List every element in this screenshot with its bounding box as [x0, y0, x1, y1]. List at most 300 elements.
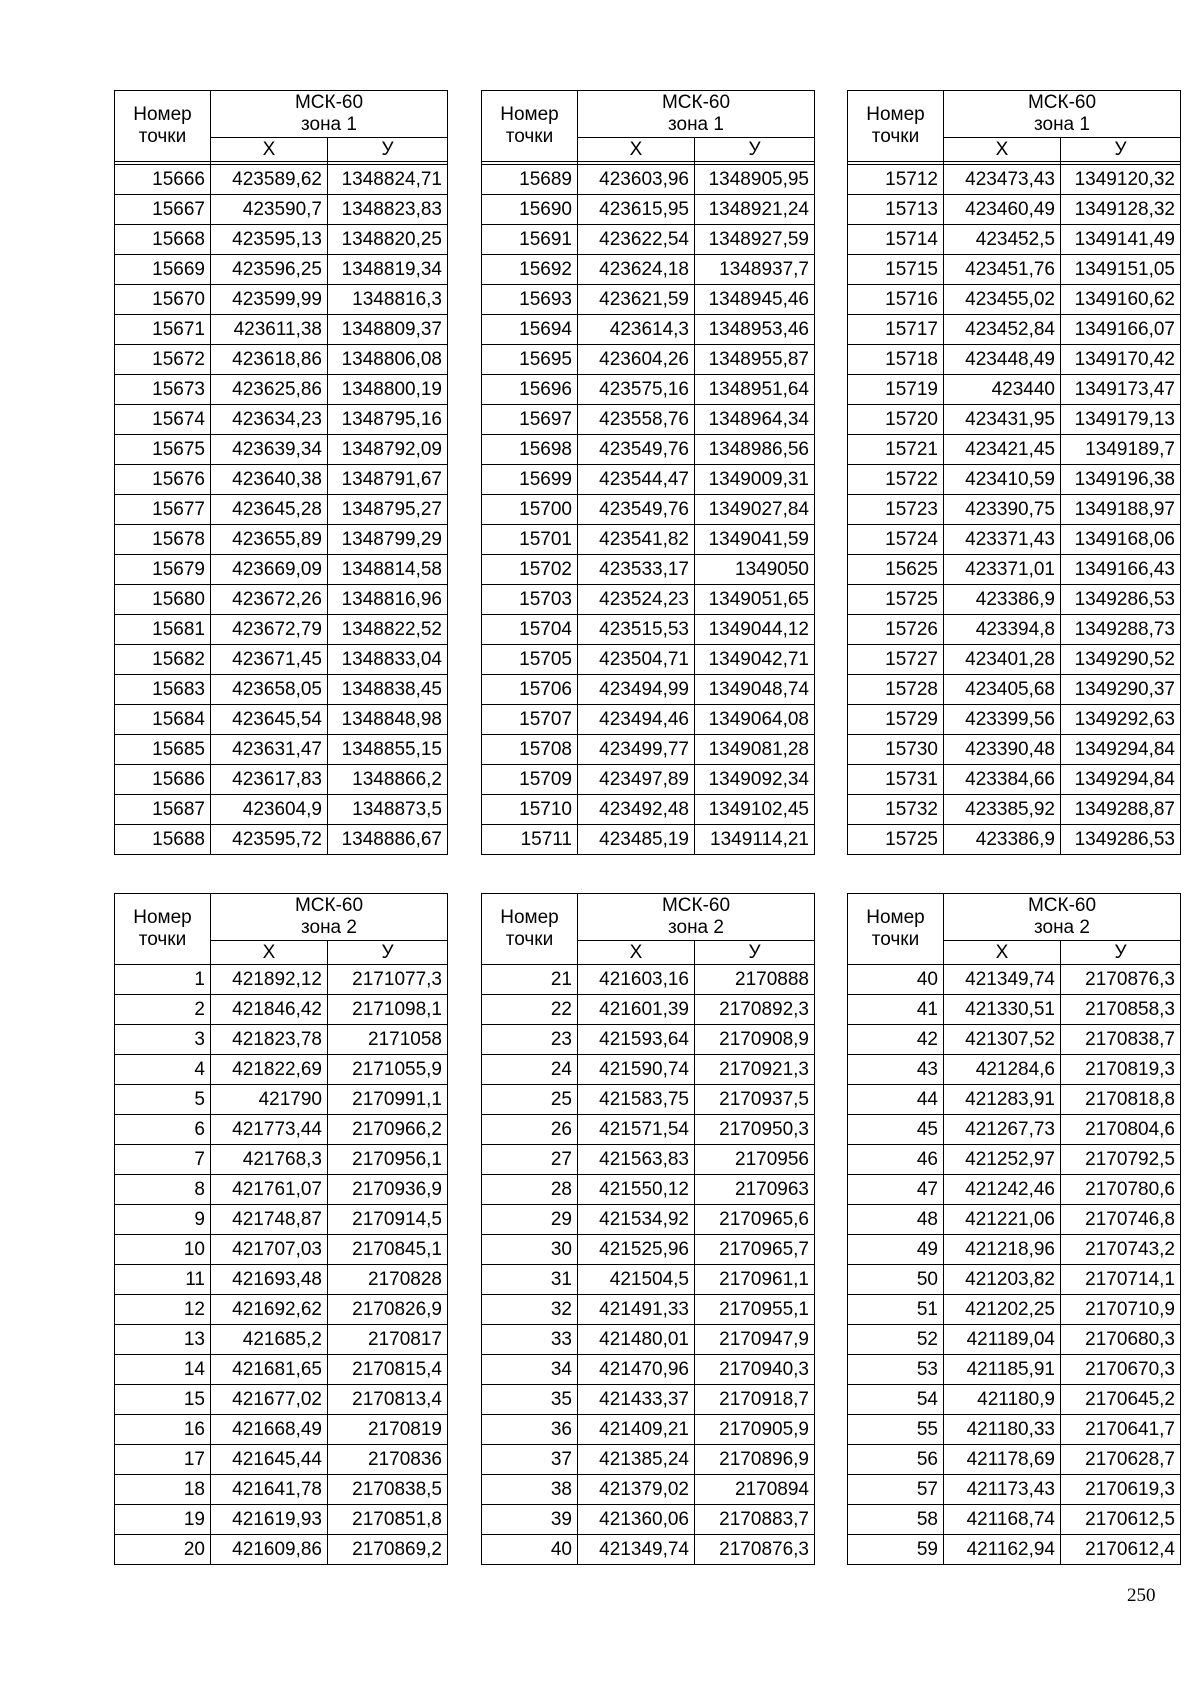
- y-value: 2170680,3: [1061, 1325, 1181, 1355]
- x-value: 421284,6: [944, 1055, 1061, 1085]
- table-row: [482, 345, 815, 375]
- y-value: 2170641,7: [1061, 1415, 1181, 1445]
- point-number: 15670: [115, 285, 211, 315]
- x-value: 423401,28: [944, 645, 1061, 675]
- x-value: 423448,49: [944, 345, 1061, 375]
- table-row: [848, 1085, 1181, 1115]
- x-value: 421761,07: [211, 1175, 328, 1205]
- y-value: 1349166,43: [1061, 555, 1181, 585]
- y-value: 1349286,53: [1061, 585, 1181, 615]
- table-row: [115, 165, 448, 195]
- y-value: 1349048,74: [695, 675, 815, 705]
- y-value: 1349027,84: [695, 495, 815, 525]
- table-row: [482, 165, 815, 195]
- point-number: 26: [482, 1115, 578, 1145]
- point-number: 15709: [482, 765, 578, 795]
- table-row: [848, 995, 1181, 1025]
- y-value: 2170888: [695, 965, 815, 995]
- table-row: [115, 995, 448, 1025]
- point-number: 15690: [482, 195, 578, 225]
- x-value: 421645,44: [211, 1445, 328, 1475]
- x-value: 423621,59: [578, 285, 695, 315]
- x-value: 423494,99: [578, 675, 695, 705]
- x-value: 423669,09: [211, 555, 328, 585]
- y-header: У: [1061, 138, 1181, 162]
- table-row: [848, 1355, 1181, 1385]
- page-number: 250: [1127, 1585, 1156, 1606]
- table-row: [848, 1475, 1181, 1505]
- table-row: [848, 1265, 1181, 1295]
- table-row: [115, 1445, 448, 1475]
- point-number: 15693: [482, 285, 578, 315]
- y-value: 2171058: [328, 1025, 448, 1055]
- table-row: [482, 1535, 815, 1565]
- point-number: 15730: [848, 735, 944, 765]
- table-row: [482, 1055, 815, 1085]
- point-number: 53: [848, 1355, 944, 1385]
- point-number: 10: [115, 1235, 211, 1265]
- y-value: 1348838,45: [328, 675, 448, 705]
- table-row: [115, 1205, 448, 1235]
- x-value: 423394,8: [944, 615, 1061, 645]
- table-row: [115, 1295, 448, 1325]
- y-value: 2170628,7: [1061, 1445, 1181, 1475]
- point-number: 15685: [115, 735, 211, 765]
- point-number: 28: [482, 1175, 578, 1205]
- x-value: 423618,86: [211, 345, 328, 375]
- x-header: Х: [211, 941, 328, 965]
- y-value: 1348937,7: [695, 255, 815, 285]
- point-number: 15721: [848, 435, 944, 465]
- table-row: [848, 315, 1181, 345]
- x-value: 423515,53: [578, 615, 695, 645]
- y-value: 2170876,3: [695, 1535, 815, 1565]
- point-number: 15695: [482, 345, 578, 375]
- x-value: 423645,28: [211, 495, 328, 525]
- point-number: 15681: [115, 615, 211, 645]
- y-value: 1348848,98: [328, 705, 448, 735]
- table-row: [482, 1325, 815, 1355]
- table-row: [482, 795, 815, 825]
- table-row: [848, 1325, 1181, 1355]
- x-value: 423451,76: [944, 255, 1061, 285]
- y-value: 1348814,58: [328, 555, 448, 585]
- y-value: 2170955,1: [695, 1295, 815, 1325]
- y-value: 1348823,83: [328, 195, 448, 225]
- y-value: 1348905,95: [695, 165, 815, 195]
- table-row: [848, 495, 1181, 525]
- point-number: 38: [482, 1475, 578, 1505]
- x-value: 423386,9: [944, 585, 1061, 615]
- y-value: 1349128,32: [1061, 195, 1181, 225]
- x-value: 423640,38: [211, 465, 328, 495]
- x-value: 421409,21: [578, 1415, 695, 1445]
- point-number: 11: [115, 1265, 211, 1295]
- y-value: 2170619,3: [1061, 1475, 1181, 1505]
- coordinate-system-header: МСК-60 зона 2: [578, 894, 815, 941]
- y-value: 1349288,87: [1061, 795, 1181, 825]
- point-number: 15667: [115, 195, 211, 225]
- table-row: [115, 965, 448, 995]
- y-value: 1348855,15: [328, 735, 448, 765]
- x-value: 423390,48: [944, 735, 1061, 765]
- table-row: [848, 1295, 1181, 1325]
- x-value: 421360,06: [578, 1505, 695, 1535]
- table-row: [482, 965, 815, 995]
- table-row: [848, 285, 1181, 315]
- table-row: [482, 1235, 815, 1265]
- table-row: [482, 1355, 815, 1385]
- y-value: 1349041,59: [695, 525, 815, 555]
- point-number: 21: [482, 965, 578, 995]
- y-value: 1348953,46: [695, 315, 815, 345]
- y-value: 1348886,67: [328, 825, 448, 855]
- y-value: 2170876,3: [1061, 965, 1181, 995]
- y-value: 1349160,62: [1061, 285, 1181, 315]
- x-value: 423625,86: [211, 375, 328, 405]
- x-value: 423390,75: [944, 495, 1061, 525]
- point-number-header: Номер точки: [848, 91, 944, 162]
- table-row: [482, 675, 815, 705]
- point-number: 23: [482, 1025, 578, 1055]
- table-row: [848, 375, 1181, 405]
- point-number: 31: [482, 1265, 578, 1295]
- point-number: 15686: [115, 765, 211, 795]
- point-number: 15684: [115, 705, 211, 735]
- x-value: 423599,99: [211, 285, 328, 315]
- table-row: [848, 765, 1181, 795]
- table-row: [115, 555, 448, 585]
- point-number: 15697: [482, 405, 578, 435]
- table-row: [848, 1235, 1181, 1265]
- point-number-header: Номер точки: [482, 894, 578, 965]
- y-value: 2170908,9: [695, 1025, 815, 1055]
- y-value: 2170612,4: [1061, 1535, 1181, 1565]
- point-number: 15720: [848, 405, 944, 435]
- y-value: 1349168,06: [1061, 525, 1181, 555]
- point-number: 54: [848, 1385, 944, 1415]
- x-value: 423494,46: [578, 705, 695, 735]
- table-row: [115, 1145, 448, 1175]
- point-number: 15689: [482, 165, 578, 195]
- point-number: 15625: [848, 555, 944, 585]
- table-row: [482, 1415, 815, 1445]
- point-number: 55: [848, 1415, 944, 1445]
- x-value: 421504,5: [578, 1265, 695, 1295]
- point-number: 15700: [482, 495, 578, 525]
- y-value: 1349044,12: [695, 615, 815, 645]
- point-number-header: Номер точки: [848, 894, 944, 965]
- x-value: 423460,49: [944, 195, 1061, 225]
- point-number: 15717: [848, 315, 944, 345]
- x-value: 421641,78: [211, 1475, 328, 1505]
- point-number: 19: [115, 1505, 211, 1535]
- x-value: 421283,91: [944, 1085, 1061, 1115]
- point-number: 40: [482, 1535, 578, 1565]
- x-value: 421525,96: [578, 1235, 695, 1265]
- x-value: 421218,96: [944, 1235, 1061, 1265]
- x-value: 423544,47: [578, 465, 695, 495]
- point-number: 58: [848, 1505, 944, 1535]
- point-number: 12: [115, 1295, 211, 1325]
- table-row: [482, 1445, 815, 1475]
- table-row: [115, 1325, 448, 1355]
- x-value: 421385,24: [578, 1445, 695, 1475]
- point-number: 46: [848, 1145, 944, 1175]
- point-number: 15699: [482, 465, 578, 495]
- point-number: 15727: [848, 645, 944, 675]
- x-value: 421433,37: [578, 1385, 695, 1415]
- coord-table: [847, 893, 1181, 1565]
- point-number: 15687: [115, 795, 211, 825]
- coordinate-system-header: МСК-60 зона 1: [578, 91, 815, 138]
- x-value: 421307,52: [944, 1025, 1061, 1055]
- point-number: 7: [115, 1145, 211, 1175]
- coord-table: [114, 90, 448, 855]
- x-value: 421822,69: [211, 1055, 328, 1085]
- y-header: У: [695, 941, 815, 965]
- y-value: 1349064,08: [695, 705, 815, 735]
- y-value: 2170612,5: [1061, 1505, 1181, 1535]
- table-row: [115, 1085, 448, 1115]
- y-value: 1348791,67: [328, 465, 448, 495]
- point-number: 15729: [848, 705, 944, 735]
- point-number: 32: [482, 1295, 578, 1325]
- table-row: [848, 1505, 1181, 1535]
- x-value: 423371,01: [944, 555, 1061, 585]
- x-header: Х: [578, 138, 695, 162]
- x-value: 423672,26: [211, 585, 328, 615]
- point-number: 36: [482, 1415, 578, 1445]
- y-value: 1348822,52: [328, 615, 448, 645]
- x-value: 423549,76: [578, 435, 695, 465]
- table-row: [482, 525, 815, 555]
- table-row: [848, 1055, 1181, 1085]
- y-value: 2170819,3: [1061, 1055, 1181, 1085]
- y-value: 1348795,16: [328, 405, 448, 435]
- x-value: 421583,75: [578, 1085, 695, 1115]
- point-number: 50: [848, 1265, 944, 1295]
- y-value: 1348986,56: [695, 435, 815, 465]
- y-value: 1348873,5: [328, 795, 448, 825]
- x-value: 423405,68: [944, 675, 1061, 705]
- table-row: [848, 965, 1181, 995]
- point-number-header: Номер точки: [115, 894, 211, 965]
- x-value: 421242,46: [944, 1175, 1061, 1205]
- x-value: 421790: [211, 1085, 328, 1115]
- point-number: 13: [115, 1325, 211, 1355]
- table-row: [115, 825, 448, 855]
- point-number: 6: [115, 1115, 211, 1145]
- point-number: 15732: [848, 795, 944, 825]
- x-value: 421168,74: [944, 1505, 1061, 1535]
- x-value: 423399,56: [944, 705, 1061, 735]
- point-number: 15712: [848, 165, 944, 195]
- x-value: 421681,65: [211, 1355, 328, 1385]
- point-number: 15704: [482, 615, 578, 645]
- x-value: 423497,89: [578, 765, 695, 795]
- x-value: 423421,45: [944, 435, 1061, 465]
- point-number: 14: [115, 1355, 211, 1385]
- x-value: 423558,76: [578, 405, 695, 435]
- table-row: [482, 435, 815, 465]
- y-value: 2170826,9: [328, 1295, 448, 1325]
- point-number: 43: [848, 1055, 944, 1085]
- y-value: 2170818,8: [1061, 1085, 1181, 1115]
- table-row: [115, 405, 448, 435]
- point-number: 15669: [115, 255, 211, 285]
- point-number: 15718: [848, 345, 944, 375]
- x-value: 423672,79: [211, 615, 328, 645]
- y-header: У: [695, 138, 815, 162]
- x-value: 421203,82: [944, 1265, 1061, 1295]
- x-value: 421563,83: [578, 1145, 695, 1175]
- point-number: 15714: [848, 225, 944, 255]
- y-value: 1349141,49: [1061, 225, 1181, 255]
- point-number: 15701: [482, 525, 578, 555]
- table-row: [482, 1175, 815, 1205]
- y-value: 2170961,1: [695, 1265, 815, 1295]
- point-number: 15710: [482, 795, 578, 825]
- y-value: 2171077,3: [328, 965, 448, 995]
- x-value: 421773,44: [211, 1115, 328, 1145]
- x-value: 423624,18: [578, 255, 695, 285]
- point-number: 47: [848, 1175, 944, 1205]
- x-value: 421185,91: [944, 1355, 1061, 1385]
- point-number: 15: [115, 1385, 211, 1415]
- y-value: 1348866,2: [328, 765, 448, 795]
- point-number: 39: [482, 1505, 578, 1535]
- table-row: [848, 225, 1181, 255]
- x-value: 423604,26: [578, 345, 695, 375]
- y-value: 1348945,46: [695, 285, 815, 315]
- table-row: [115, 195, 448, 225]
- point-number: 15668: [115, 225, 211, 255]
- y-value: 1349286,53: [1061, 825, 1181, 855]
- x-value: 421534,92: [578, 1205, 695, 1235]
- point-number: 15703: [482, 585, 578, 615]
- table-row: [115, 345, 448, 375]
- point-number: 37: [482, 1445, 578, 1475]
- x-value: 423671,45: [211, 645, 328, 675]
- table-row: [848, 1205, 1181, 1235]
- y-value: 1349120,32: [1061, 165, 1181, 195]
- y-value: 2170956: [695, 1145, 815, 1175]
- x-value: 423595,72: [211, 825, 328, 855]
- table-row: [848, 465, 1181, 495]
- point-number: 40: [848, 965, 944, 995]
- x-header: Х: [578, 941, 695, 965]
- table-row: [482, 1085, 815, 1115]
- x-value: 423604,9: [211, 795, 328, 825]
- x-value: 421162,94: [944, 1535, 1061, 1565]
- x-value: 421189,04: [944, 1325, 1061, 1355]
- y-header: У: [328, 138, 448, 162]
- point-number: 24: [482, 1055, 578, 1085]
- y-value: 1348819,34: [328, 255, 448, 285]
- x-value: 423658,05: [211, 675, 328, 705]
- table-row: [115, 645, 448, 675]
- y-value: 2170780,6: [1061, 1175, 1181, 1205]
- table-row: [848, 675, 1181, 705]
- y-value: 1348809,37: [328, 315, 448, 345]
- table-row: [848, 585, 1181, 615]
- table-row: [115, 1115, 448, 1145]
- table-row: [848, 405, 1181, 435]
- y-value: 2170921,3: [695, 1055, 815, 1085]
- y-value: 1349179,13: [1061, 405, 1181, 435]
- table-row: [115, 1265, 448, 1295]
- x-value: 423385,92: [944, 795, 1061, 825]
- table-row: [115, 705, 448, 735]
- table-row: [848, 705, 1181, 735]
- point-number: 49: [848, 1235, 944, 1265]
- y-value: 2170918,7: [695, 1385, 815, 1415]
- x-header: Х: [211, 138, 328, 162]
- point-number: 22: [482, 995, 578, 1025]
- point-number-header: Номер точки: [115, 91, 211, 162]
- x-value: 421603,16: [578, 965, 695, 995]
- x-value: 421330,51: [944, 995, 1061, 1025]
- x-value: 421677,02: [211, 1385, 328, 1415]
- y-value: 2170991,1: [328, 1085, 448, 1115]
- table-row: [848, 795, 1181, 825]
- x-value: 423371,43: [944, 525, 1061, 555]
- y-value: 2170845,1: [328, 1235, 448, 1265]
- coord-table: [114, 893, 448, 1565]
- y-value: 1349081,28: [695, 735, 815, 765]
- point-number: 25: [482, 1085, 578, 1115]
- point-number: 15683: [115, 675, 211, 705]
- point-number: 15725: [848, 825, 944, 855]
- table-row: [115, 795, 448, 825]
- table-row: [482, 375, 815, 405]
- point-number: 3: [115, 1025, 211, 1055]
- point-number: 1: [115, 965, 211, 995]
- table-row: [848, 1415, 1181, 1445]
- x-value: 421748,87: [211, 1205, 328, 1235]
- point-number: 15698: [482, 435, 578, 465]
- point-number: 35: [482, 1385, 578, 1415]
- y-value: 2170815,4: [328, 1355, 448, 1385]
- point-number: 15728: [848, 675, 944, 705]
- table-row: [482, 765, 815, 795]
- x-value: 421571,54: [578, 1115, 695, 1145]
- x-value: 423485,19: [578, 825, 695, 855]
- y-value: 1348955,87: [695, 345, 815, 375]
- x-value: 423492,48: [578, 795, 695, 825]
- x-value: 423455,02: [944, 285, 1061, 315]
- x-value: 423473,43: [944, 165, 1061, 195]
- x-value: 423533,17: [578, 555, 695, 585]
- point-number-header: Номер точки: [482, 91, 578, 162]
- y-value: 2170937,5: [695, 1085, 815, 1115]
- coord-table: [481, 90, 815, 855]
- y-value: 1349294,84: [1061, 735, 1181, 765]
- point-number: 15678: [115, 525, 211, 555]
- table-row: [115, 465, 448, 495]
- point-number: 15680: [115, 585, 211, 615]
- x-value: 421252,97: [944, 1145, 1061, 1175]
- y-value: 2170940,3: [695, 1355, 815, 1385]
- y-value: 2170966,2: [328, 1115, 448, 1145]
- y-value: 2170896,9: [695, 1445, 815, 1475]
- table-row: [115, 225, 448, 255]
- y-value: 1349151,05: [1061, 255, 1181, 285]
- x-value: 423631,47: [211, 735, 328, 765]
- x-value: 423603,96: [578, 165, 695, 195]
- table-row: [482, 1205, 815, 1235]
